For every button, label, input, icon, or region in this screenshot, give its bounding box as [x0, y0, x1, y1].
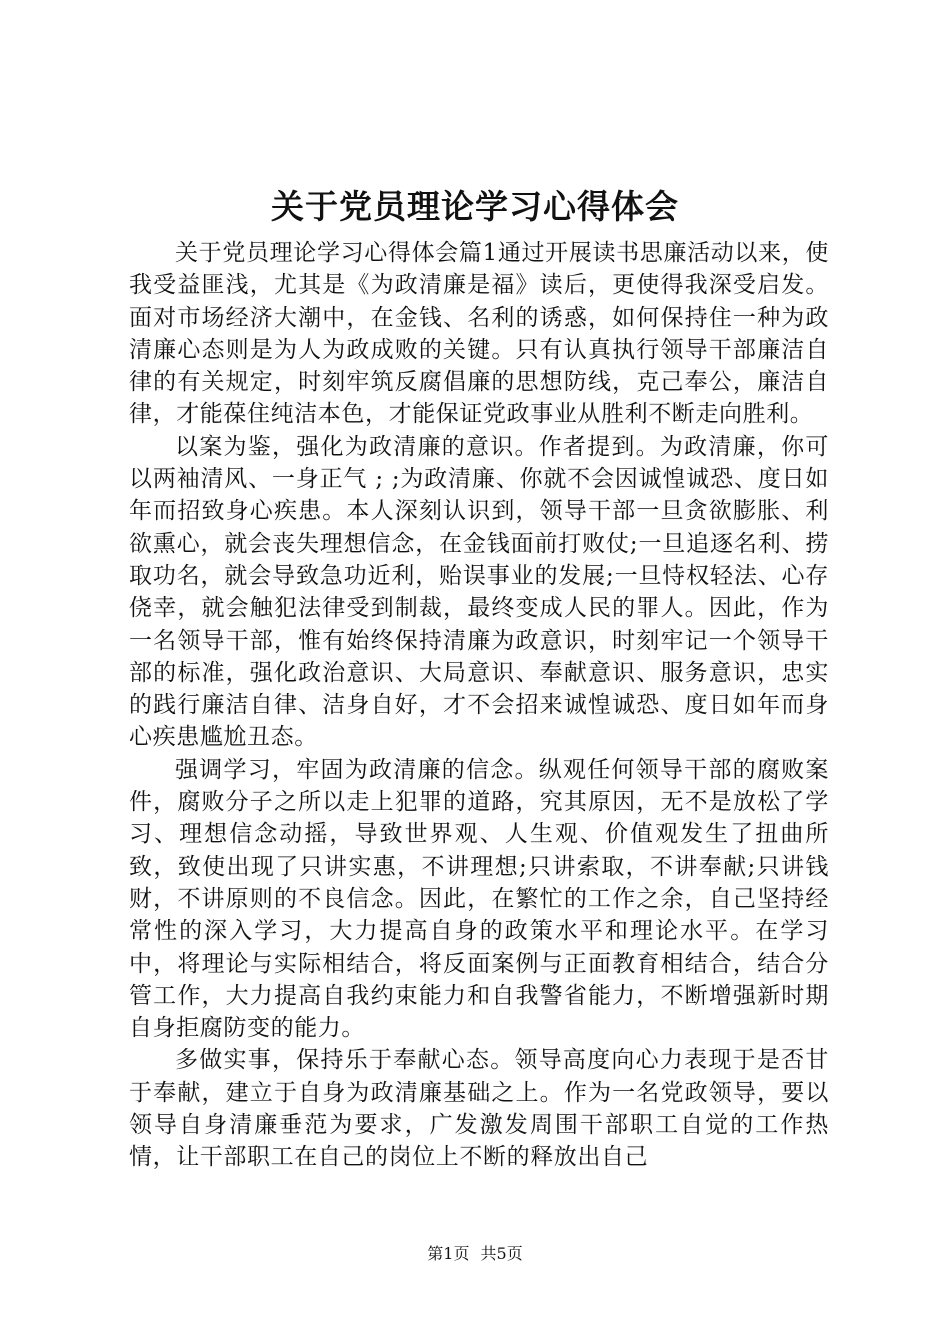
paragraph-3: 强调学习，牢固为政清廉的信念。纵观任何领导干部的腐败案件，腐败分子之所以走上犯罪的道路，究其原因，无不是放松了学习、理想信念动摇，导致世界观、人生观、价值观发生了扭曲所致，致使出现了只讲实惠，不讲理想;只讲索取，不讲奉献;只讲钱财，不讲原则的不良信念。因此，在繁忙的工作之余，自己坚持经常性的深入学习，大力提高自身的政策水平和理论水平。在学习中，将理论与实际相结合，将反面案例与正面教育相结合，结合分管工作，大力提高自我约束能力和自我警省能力，不断增强新时期自身拒腐防变的能力。 [129, 756, 829, 1042]
paragraph-4: 多做实事，保持乐于奉献心态。领导高度向心力表现于是否甘于奉献，建立于自身为政清廉基础之上。作为一名党政领导，要以领导自身清廉垂范为要求，广发激发周围干部职工自觉的工作热情，让干部职工在自己的岗位上不断的释放出自己 [129, 1047, 829, 1171]
paragraph-2: 以案为鉴，强化为政清廉的意识。作者提到。为政清廉，你可以两袖清风、一身正气 ; ;为政清廉、你就不会因诚惶诚恐、度日如年而招致身心疾患。本人深刻认识到，领导干部一旦贪欲膨胀、利欲熏心，就会丧失理想信念，在金钱面前打败仗;一旦追逐名利、捞取功名，就会导致急功近利，贻误事业的发展;一旦恃权轻法、心存侥幸，就会触犯法律受到制裁，最终变成人民的罪人。因此，作为一名领导干部，惟有始终保持清廉为政意识，时刻牢记一个领导干部的标准，强化政治意识、大局意识、奉献意识、服务意识，忠实的践行廉洁自律、洁身自好，才不会招来诚惶诚恐、度日如年而身心疾患尴尬丑态。 [129, 433, 829, 751]
paragraph-1: 关于党员理论学习心得体会篇1通过开展读书思廉活动以来，使我受益匪浅，尤其是《为政清廉是福》读后，更使得我深受启发。面对市场经济大潮中，在金钱、名利的诱惑，如何保持住一种为政清廉心态则是为人为政成败的关键。只有认真执行领导干部廉洁自律的有关规定，时刻牢筑反腐倡廉的思想防线，克己奉公，廉洁自律，才能葆住纯洁本色，才能保证党政事业从胜利不断走向胜利。 [129, 240, 829, 428]
document-title: 关于党员理论学习心得体会 [271, 187, 679, 226]
page-number: 第1页 [427, 1244, 470, 1263]
page-footer [0, 1243, 950, 1265]
page-total: 共5页 [480, 1244, 523, 1263]
document-body [129, 237, 829, 1174]
